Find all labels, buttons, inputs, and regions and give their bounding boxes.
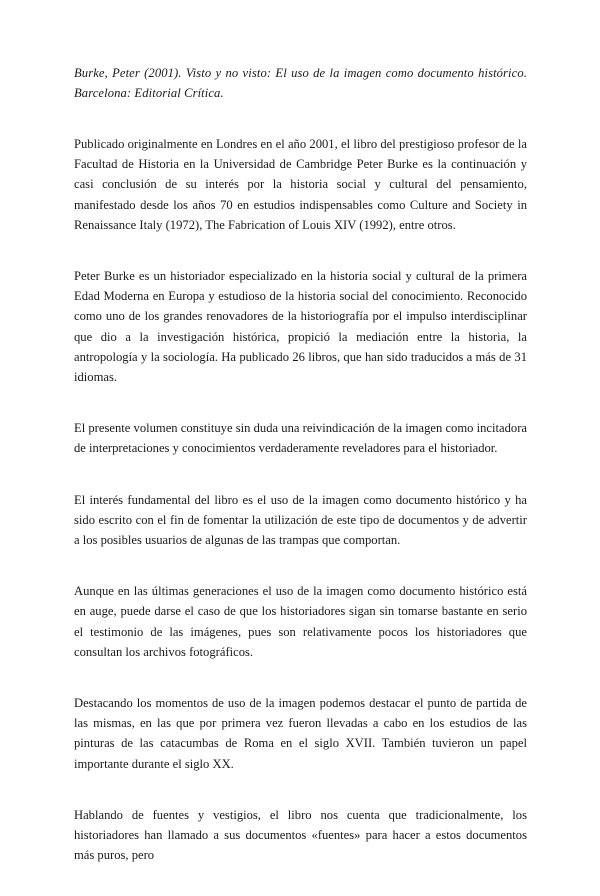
document-page	[74, 63, 527, 896]
paragraph-5: Aunque en las últimas generaciones el uso de la imagen como documento histórico está en auge, puede darse el caso de que los historiadores sigan sin tomarse bastante en serio el testimonio de las imágenes, pues son relativamente pocos los historiadores que consultan los archivos fotográficos.	[74, 584, 527, 659]
paragraph-1: Publicado originalmente en Londres en el año 2001, el libro del prestigioso profesor de la Facultad de Historia en la Universidad de Cambridge Peter Burke es la continuación y casi conclusión de su interés por la historia social y cultural del pensamiento, manifestado desde los años 70 en estudios indispensables como Culture and Society in Renaissance Italy (1972), The Fabrication of Louis XIV (1992), entre otros.	[74, 137, 527, 232]
paragraph-2: Peter Burke es un historiador especializado en la historia social y cultural de la primera Edad Moderna en Europa y estudioso de la historia social del conocimiento. Reconocido como uno de los grandes renovadores de la historiografía por el impulso interdisciplinar que dio a la investigación histórica, propició la mediación entre la historia, la antropología y la sociología. Ha publicado 26 libros, que han sido traducidos a más de 31 idiomas.	[74, 269, 527, 385]
paragraph-6: Destacando los momentos de uso de la imagen podemos destacar el punto de partida de las mismas, en las que por primera vez fueron llevadas a cabo en los estudios de las pinturas de las catacumbas de Roma en el siglo XVII. También tuvieron un papel importante durante el siglo XX.	[74, 696, 527, 771]
paragraph-7: Hablando de fuentes y vestigios, el libro nos cuenta que tradicionalmente, los historiadores han llamado a sus documentos «fuentes» para hacer a estos documentos más puros, pero	[74, 807, 527, 863]
bibliographic-citation: Burke, Peter (2001). Visto y no visto: El uso de la imagen como documento histórico. Barcelona: Editorial Crítica.	[74, 66, 527, 100]
paragraph-4: El interés fundamental del libro es el uso de la imagen como documento histórico y ha sido escrito con el fin de fomentar la utilización de este tipo de documentos y de advertir a los posibles usuarios de algunas de las trampas que comportan.	[74, 492, 527, 548]
paragraph-3: El presente volumen constituye sin duda una reivindicación de la imagen como incitadora de interpretaciones y conocimientos verdaderamente reveladores para el historiador.	[74, 421, 527, 456]
